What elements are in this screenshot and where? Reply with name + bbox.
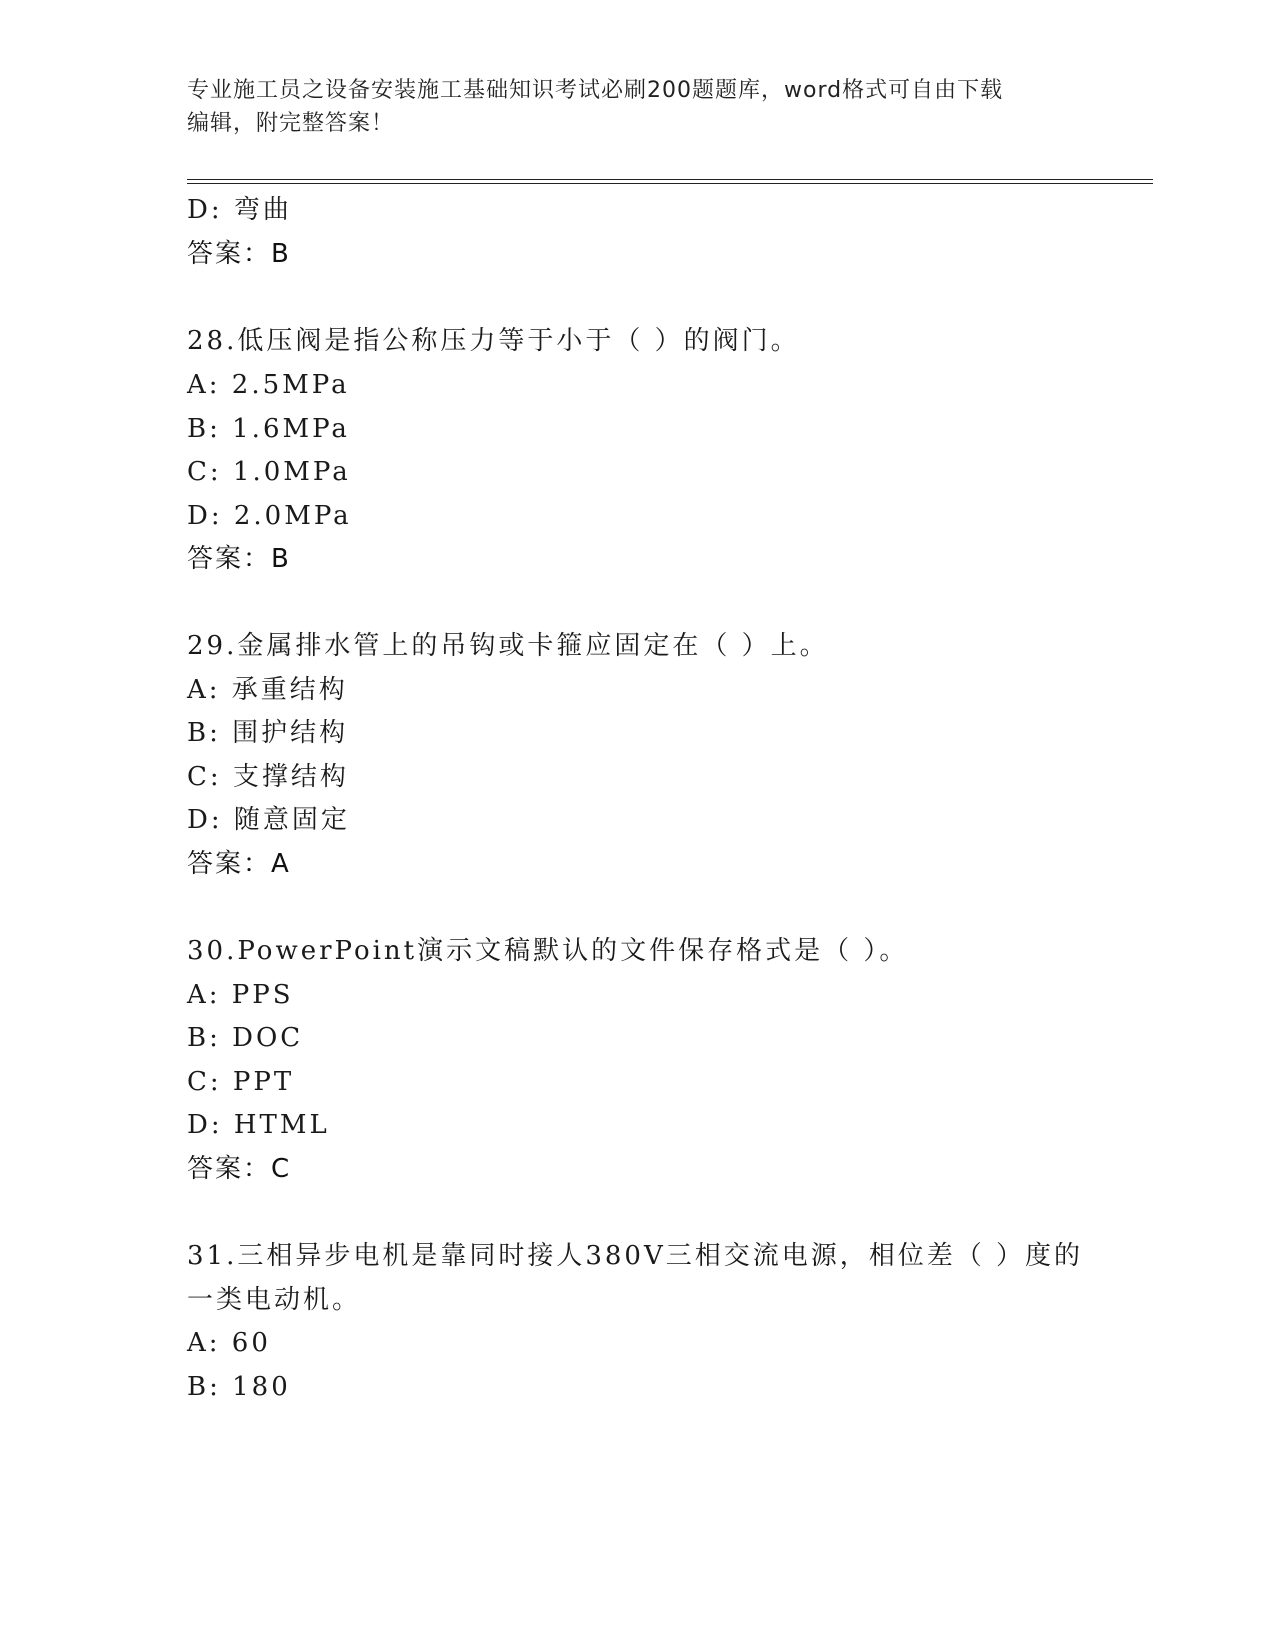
question-29-option-a: A: 承重结构 — [187, 675, 348, 705]
question-29-answer: 答案：A — [187, 849, 291, 879]
question-30-answer: 答案：C — [187, 1154, 292, 1184]
question-28-option-b: B: 1.6MPa — [187, 414, 350, 444]
prev-option-d: D: 弯曲 — [187, 195, 292, 225]
question-29-option-c: C: 支撑结构 — [187, 762, 349, 792]
question-30-option-a: A: PPS — [187, 980, 294, 1010]
question-29-option-b: B: 围护结构 — [187, 718, 349, 748]
header-line-2: 编辑，附完整答案！ — [187, 111, 395, 136]
question-28-option-c: C: 1.0MPa — [187, 457, 351, 487]
prev-answer: 答案：B — [187, 239, 291, 269]
question-30-stem: 30.PowerPoint演示文稿默认的文件保存格式是（ ）。 — [187, 936, 909, 966]
question-28-option-a: A: 2.5MPa — [187, 370, 350, 400]
question-30-option-d: D: HTML — [187, 1110, 330, 1140]
question-29-option-d: D: 随意固定 — [187, 805, 350, 835]
header-divider-bottom — [187, 183, 1153, 184]
question-28-answer: 答案：B — [187, 544, 291, 574]
question-31-option-a: A: 60 — [187, 1328, 271, 1358]
question-29-stem: 29.金属排水管上的吊钩或卡箍应固定在（ ）上。 — [187, 631, 829, 661]
header-divider-top — [187, 179, 1153, 180]
header-line-1: 专业施工员之设备安装施工基础知识考试必刷200题题库，word格式可自由下载 — [187, 78, 1004, 103]
question-30-option-c: C: PPT — [187, 1067, 295, 1097]
question-28-stem: 28.低压阀是指公称压力等于小于（ ）的阀门。 — [187, 326, 800, 356]
question-31-option-b: B: 180 — [187, 1372, 291, 1402]
question-28-option-d: D: 2.0MPa — [187, 501, 352, 531]
question-30-option-b: B: DOC — [187, 1023, 304, 1053]
document-header — [187, 74, 1087, 140]
question-31-stem-line-1: 31.三相异步电机是靠同时接人380V三相交流电源，相位差（ ）度的 — [187, 1241, 1084, 1271]
question-31-stem-line-2: 一类电动机。 — [187, 1285, 362, 1315]
